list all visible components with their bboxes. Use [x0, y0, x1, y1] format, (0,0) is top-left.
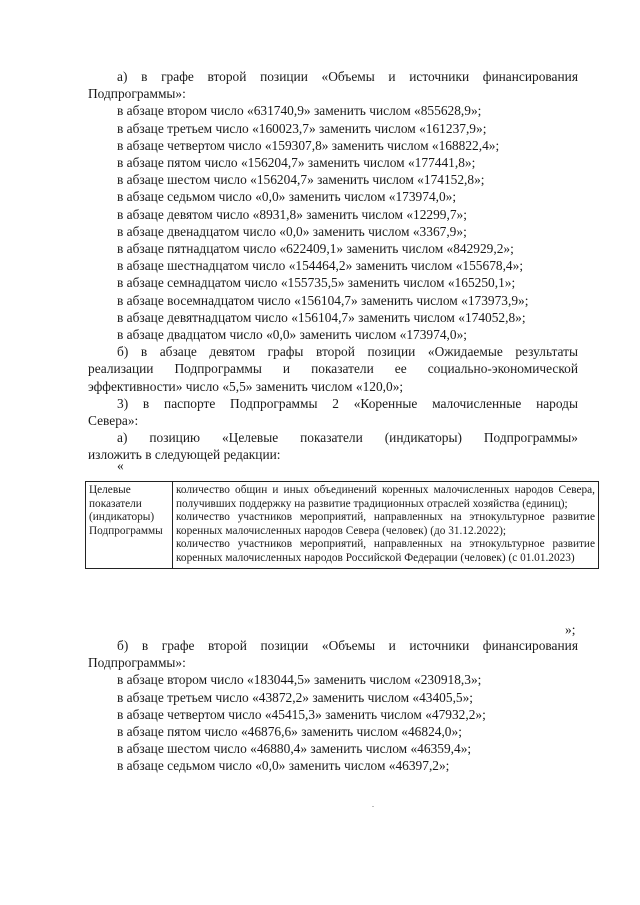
- table-label-line: Подпрограммы: [89, 524, 163, 537]
- opening-quote: «: [117, 458, 124, 473]
- list-item: в абзаце девятнадцатом число «156104,7» заменить числом «174052,8»;: [117, 309, 526, 325]
- closing-quote: »;: [565, 622, 576, 637]
- section-b1-line3: эффективности» число «5,5» заменить числом «120,0»;: [88, 378, 404, 394]
- list-item: в абзаце седьмом число «0,0» заменить числом «46397,2»;: [117, 758, 450, 774]
- table-content-cell: [173, 482, 599, 569]
- indicator-3: количество участников мероприятий, направленных на этнокультурное развитие коренных малочисленных народов Российской Федерации (человек) (с 01.01.2023): [176, 538, 595, 564]
- list-item: в абзаце пятом число «156204,7» заменить числом «177441,8»;: [117, 155, 476, 171]
- list-item: в абзаце шестнадцатом число «154464,2» заменить числом «155678,4»;: [117, 258, 524, 274]
- table-label-line: показатели: [89, 497, 142, 510]
- list-item: в абзаце втором число «631740,9» заменить числом «855628,9»;: [117, 103, 482, 119]
- list-item: в абзаце шестом число «46880,4» заменить числом «46359,4»;: [117, 741, 472, 757]
- list-item: в абзаце пятом число «46876,6» заменить числом «46824,0»;: [117, 724, 462, 740]
- section-b2-financing: [88, 637, 578, 775]
- section-b2-intro-line2: Подпрограммы»:: [88, 655, 186, 671]
- section-b1-line2: реализации Подпрограммы и показатели ее социально-экономической: [88, 361, 578, 377]
- scan-speck: [372, 806, 374, 807]
- list-item: в абзаце третьем число «43872,2» заменить числом «43405,5»;: [117, 689, 474, 705]
- section-3-line2: Севера»:: [88, 413, 139, 429]
- section-b1-line1: б) в абзаце девятом графы второй позиции «Ожидаемые результаты: [117, 344, 578, 360]
- list-item: в абзаце двадцатом число «0,0» заменить числом «173974,0»;: [117, 327, 467, 343]
- list-item: в абзаце шестом число «156204,7» заменить числом «174152,8»;: [117, 172, 485, 188]
- list-item: в абзаце седьмом число «0,0» заменить числом «173974,0»;: [117, 189, 457, 205]
- list-item: в абзаце двенадцатом число «0,0» заменить числом «3367,9»;: [117, 223, 467, 239]
- list-item: в абзаце восемнадцатом число «156104,7» заменить числом «173973,9»;: [117, 292, 529, 308]
- section-3a-line2: изложить в следующей редакции:: [88, 447, 281, 463]
- list-item: в абзаце пятнадцатом число «622409,1» заменить числом «842929,2»;: [117, 241, 514, 257]
- table-label-line: Целевые: [89, 484, 131, 496]
- section-b2-intro-line1: б) в графе второй позиции «Объемы и источники финансирования: [117, 638, 578, 653]
- list-item: в абзаце втором число «183044,5» заменить числом «230918,3»;: [117, 672, 482, 688]
- section-a-intro-line1: а) в графе второй позиции «Объемы и источники финансирования: [117, 69, 578, 84]
- list-item: в абзаце семнадцатом число «155735,5» заменить числом «165250,1»;: [117, 275, 516, 291]
- table-label-cell: [86, 482, 173, 569]
- list-item: в абзаце девятом число «8931,8» заменить числом «12299,7»;: [117, 206, 467, 222]
- list-item: в абзаце четвертом число «45415,3» заменить числом «47932,2»;: [117, 706, 486, 722]
- target-indicators-table: [85, 481, 599, 569]
- list-item: в абзаце четвертом число «159307,8» заменить числом «168822,4»;: [117, 137, 500, 153]
- table-row: [86, 482, 599, 569]
- list-item: в абзаце третьем число «160023,7» заменить числом «161237,9»;: [117, 120, 487, 136]
- section-a-financing: [88, 68, 578, 464]
- indicator-2: количество участников мероприятий, направленных на этнокультурное развитие коренных малочисленных народов Севера (человек) (до 31.12.2022);: [176, 511, 595, 537]
- table-label-line: (индикаторы): [89, 511, 155, 524]
- section-3-line1: 3) в паспорте Подпрограммы 2 «Коренные малочисленные народы: [117, 395, 578, 411]
- section-3a-line1: а) позицию «Целевые показатели (индикаторы) Подпрограммы»: [117, 430, 578, 446]
- indicator-1: количество общин и иных объединений коренных малочисленных народов Севера, получивших поддержку на развитие традиционных отраслей хозяйства (единиц);: [176, 484, 595, 510]
- section-a-intro-line2: Подпрограммы»:: [88, 86, 186, 102]
